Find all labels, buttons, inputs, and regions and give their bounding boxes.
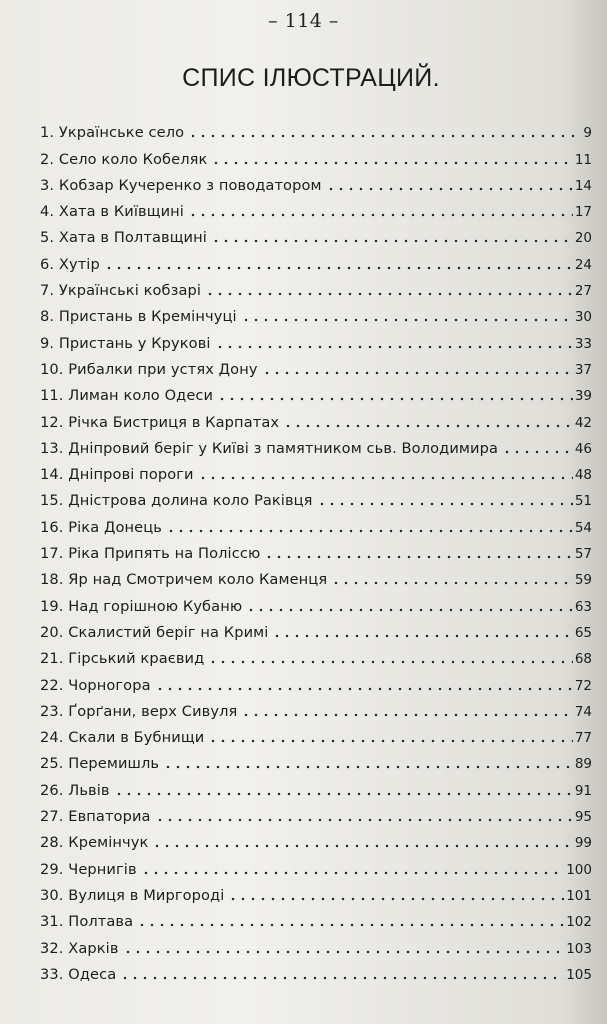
entry-page-number: 37 [574,361,592,378]
illustrations-list [40,116,592,984]
list-item [40,800,592,826]
list-item [40,142,592,168]
entry-title: 31. Полтава [40,913,134,931]
dot-leader [155,687,573,691]
list-item [40,747,592,773]
dot-leader [152,844,572,848]
list-item [40,642,592,668]
entry-title: 2. Село коло Кобеляк [40,150,208,168]
entry-title: 22. Чорногора [40,676,151,694]
list-item [40,537,592,563]
list-item [40,958,592,984]
entry-page-number: 48 [574,467,592,484]
dot-leader [208,739,573,743]
entry-title: 12. Річка Бистриця в Карпатах [40,413,280,431]
entry-page-number: 95 [574,809,592,826]
list-item [40,931,592,957]
entry-title: 14. Дніпрові пороги [40,466,194,484]
entry-page-number: 102 [566,914,592,931]
entry-page-number: 11 [574,151,592,168]
entry-page-number: 105 [566,966,592,983]
entry-page-number: 72 [574,677,592,694]
entry-title: 33. Одеса [40,965,117,983]
dot-leader [241,713,572,717]
list-item [40,852,592,878]
dot-leader [211,161,572,165]
list-item [40,432,592,458]
entry-page-number: 27 [574,283,592,300]
dot-leader [166,529,573,533]
dot-leader [317,502,573,506]
entry-page-number: 103 [566,940,592,957]
dot-leader [246,608,573,612]
dot-leader [141,871,565,875]
list-item [40,905,592,931]
dot-leader [217,397,573,401]
entry-page-number: 77 [574,730,592,747]
entry-page-number: 33 [574,335,592,352]
page-title: СПИС ІЛЮСТРАЦИЙ. [182,64,440,92]
entry-title: 13. Дніпровий беріг у Київі з памятником сьв. Володимира [40,439,499,457]
dot-leader [211,239,573,243]
entry-page-number: 46 [574,440,592,457]
list-item [40,379,592,405]
entry-title: 5. Хата в Полтавщині [40,229,207,247]
entry-title: 18. Яр над Смотричем коло Каменця [40,571,328,589]
entry-page-number: 63 [574,598,592,615]
entry-title: 3. Кобзар Кучеренко з поводатором [40,176,322,194]
entry-title: 27. Евпаториа [40,808,151,826]
entry-page-number: 9 [583,125,592,142]
dot-leader [331,581,573,585]
list-item [40,826,592,852]
entry-title: 21. Гірський краєвид [40,650,205,668]
entry-title: 6. Хутір [40,255,100,273]
dot-leader [205,292,573,296]
entry-title: 23. Ґорґани, верх Сивуля [40,702,238,720]
entry-page-number: 30 [574,309,592,326]
list-item [40,879,592,905]
list-item [40,116,592,142]
list-item [40,221,592,247]
dot-leader [137,923,564,927]
entry-page-number: 39 [574,388,592,405]
entry-title: 7. Українські кобзарі [40,282,202,300]
entry-page-number: 101 [566,887,592,904]
entry-title: 24. Скали в Бубнищи [40,729,205,747]
dot-leader [272,634,572,638]
dot-leader [163,765,573,769]
dot-leader [228,897,564,901]
dot-leader [198,476,573,480]
dot-leader [502,450,573,454]
entry-title: 29. Чернигів [40,860,137,878]
entry-page-number: 24 [574,256,592,273]
entry-title: 4. Хата в Київщині [40,203,184,221]
page-number: – 114 – [268,10,339,32]
dot-leader [241,318,573,322]
list-item [40,510,592,536]
list-item [40,458,592,484]
entry-page-number: 57 [574,546,592,563]
entry-page-number: 89 [574,756,592,773]
list-item [40,484,592,510]
entry-title: 32. Харків [40,939,119,957]
entry-title: 25. Перемишль [40,755,160,773]
entry-title: 1. Українське село [40,124,185,142]
entry-title: 28. Кремінчук [40,834,149,852]
list-item [40,721,592,747]
entry-page-number: 99 [574,835,592,852]
list-item [40,695,592,721]
entry-title: 9. Пристань у Крукові [40,334,211,352]
list-item [40,353,592,379]
dot-leader [120,976,564,980]
entry-page-number: 42 [574,414,592,431]
entry-page-number: 65 [574,624,592,641]
dot-leader [208,660,572,664]
dot-leader [114,792,573,796]
entry-title: 15. Дністрова долина коло Раківця [40,492,313,510]
list-item [40,247,592,273]
entry-page-number: 59 [574,572,592,589]
entry-title: 26. Львів [40,781,110,799]
list-item [40,169,592,195]
dot-leader [264,555,572,559]
dot-leader [123,950,565,954]
list-item [40,195,592,221]
entry-title: 20. Скалистий беріг на Кримі [40,623,269,641]
entry-title: 19. Над горішною Кубаню [40,597,243,615]
dot-leader [188,213,573,217]
list-item [40,668,592,694]
entry-page-number: 68 [574,651,592,668]
dot-leader [188,134,576,138]
entry-page-number: 17 [574,204,592,221]
dot-leader [155,818,573,822]
dot-leader [215,345,573,349]
dot-leader [326,187,573,191]
entry-page-number: 100 [566,861,592,878]
entry-title: 16. Ріка Донець [40,518,162,536]
entry-page-number: 54 [574,519,592,536]
list-item [40,300,592,326]
dot-leader [262,371,573,375]
entry-page-number: 20 [574,230,592,247]
list-item [40,326,592,352]
dot-leader [104,266,573,270]
list-item [40,773,592,799]
entry-page-number: 74 [574,703,592,720]
entry-title: 30. Вулиця в Миргороді [40,886,225,904]
entry-page-number: 14 [574,177,592,194]
list-item [40,616,592,642]
list-item [40,405,592,431]
list-item [40,563,592,589]
entry-page-number: 91 [574,782,592,799]
list-item [40,274,592,300]
entry-page-number: 51 [574,493,592,510]
dot-leader [283,424,573,428]
entry-title: 17. Ріка Припять на Поліссю [40,545,261,563]
entry-title: 8. Пристань в Кремінчуці [40,308,237,326]
entry-title: 10. Рибалки при устях Дону [40,360,258,378]
list-item [40,589,592,615]
entry-title: 11. Лиман коло Одеси [40,387,214,405]
